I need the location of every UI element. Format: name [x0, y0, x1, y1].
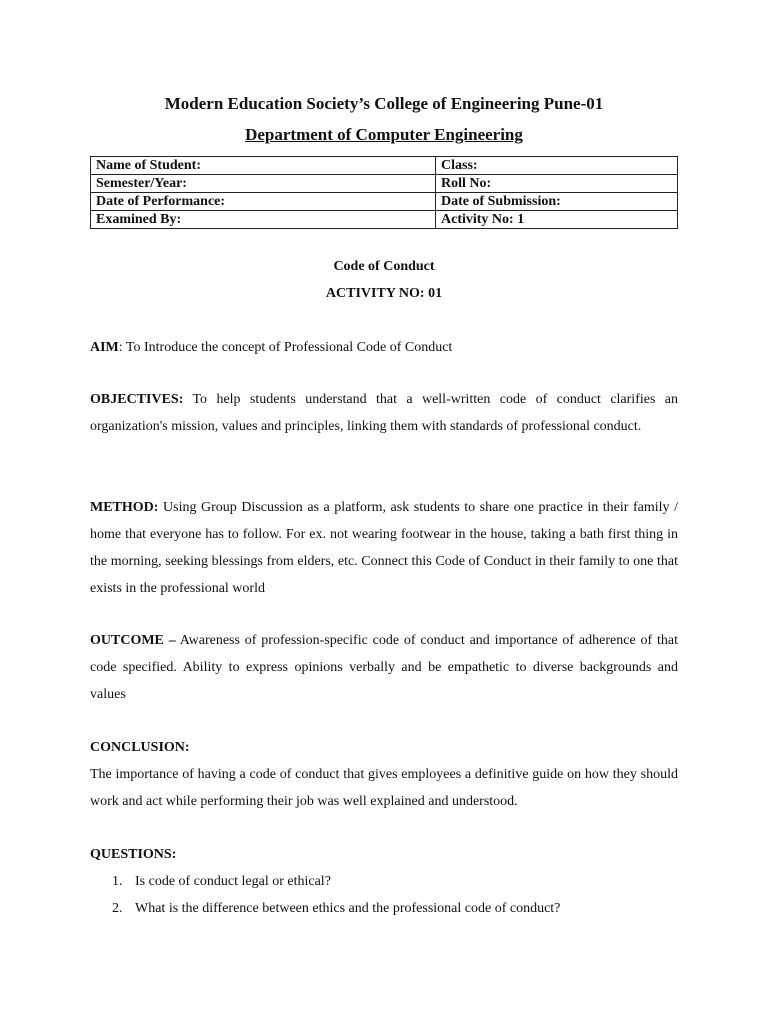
aim-section	[90, 334, 678, 361]
questions-list	[90, 868, 678, 922]
table-row	[91, 211, 678, 229]
outcome-label: OUTCOME –	[90, 633, 176, 648]
method-label: METHOD:	[90, 500, 159, 515]
objectives-section	[90, 386, 678, 440]
subject-heading: Code of Conduct	[333, 259, 435, 274]
question-number: 2.	[112, 901, 123, 916]
conclusion-section	[90, 734, 678, 815]
table-row	[91, 157, 678, 175]
activity-heading: ACTIVITY NO: 01	[325, 286, 443, 301]
question-text: What is the difference between ethics and the professional code of conduct?	[135, 901, 561, 916]
question-number: 1.	[112, 874, 123, 889]
method-text: Using Group Discussion as a platform, ask students to share one practice in their family / home that everyone has to follow. For ex. not wearing footwear in the house, taking a bath first thing in the morning, seeking blessings from elders, etc. Connect this Code of Conduct in their family to one that exists in the professional world	[90, 500, 678, 596]
list-item	[90, 868, 678, 895]
college-title: Modern Education Society’s College of Engineering Pune-01	[164, 94, 604, 113]
activity-no-cell: Activity No: 1	[436, 211, 678, 229]
table-row	[91, 175, 678, 193]
outcome-text: Awareness of profession-specific code of conduct and importance of adherence of that code specified. Ability to express opinions verbally and be empathetic to diverse backgrounds and values	[90, 633, 679, 702]
aim-label: AIM	[90, 340, 119, 355]
student-info-table	[90, 156, 678, 229]
name-of-student-cell: Name of Student:	[91, 157, 436, 175]
questions-label	[90, 841, 678, 868]
examined-by-cell: Examined By:	[91, 211, 436, 229]
questions-label-text: QUESTIONS:	[90, 847, 177, 862]
aim-text: : To Introduce the concept of Professional Code of Conduct	[118, 340, 453, 355]
date-of-performance-cell: Date of Performance:	[91, 193, 436, 211]
list-item	[90, 895, 678, 922]
objectives-label: OBJECTIVES:	[90, 392, 184, 407]
method-section	[90, 494, 678, 602]
table-row	[91, 193, 678, 211]
conclusion-text: The importance of having a code of conduct that gives employees a definitive guide on how they should work and act while performing their job was well explained and understood.	[90, 767, 678, 809]
date-of-submission-cell: Date of Submission:	[436, 193, 678, 211]
department-title: Department of Computer Engineering	[245, 125, 523, 144]
conclusion-label: CONCLUSION:	[90, 740, 190, 755]
semester-year-cell: Semester/Year:	[91, 175, 436, 193]
question-text: Is code of conduct legal or ethical?	[135, 874, 331, 889]
class-cell: Class:	[436, 157, 678, 175]
objectives-text: To help students understand that a well-written code of conduct clarifies an organization's mission, values and principles, linking them with standards of professional conduct.	[90, 392, 678, 434]
roll-no-cell: Roll No:	[436, 175, 678, 193]
outcome-section	[90, 627, 678, 708]
